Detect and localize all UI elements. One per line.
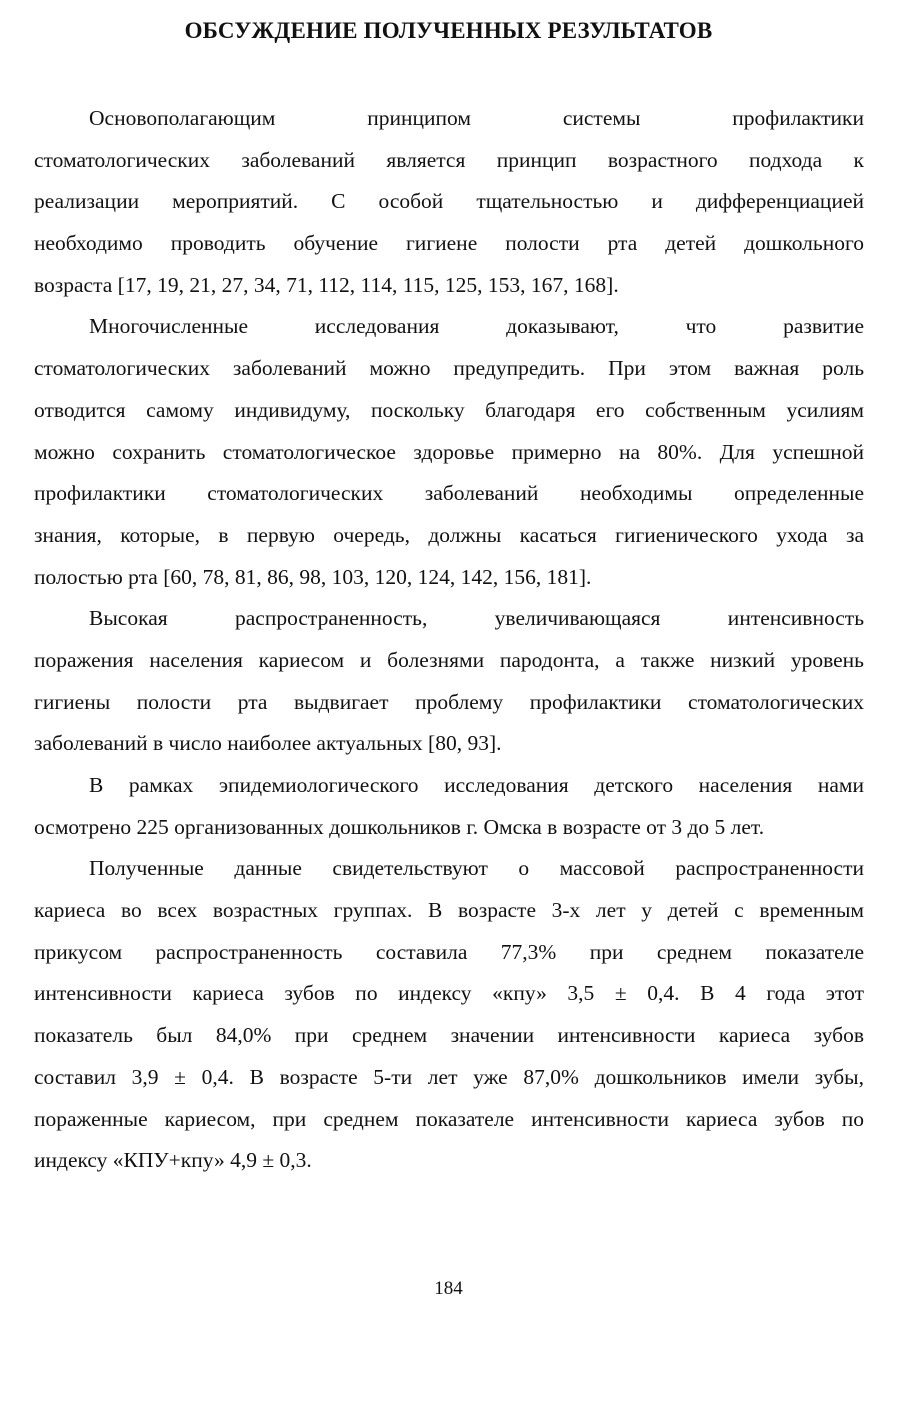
- paragraph-2: [34, 306, 864, 598]
- text-line: реализации мероприятий. С особой тщательностью и дифференциацией: [34, 189, 864, 214]
- text-line: профилактики стоматологических заболеваний необходимы определенные: [34, 481, 864, 506]
- text-line: стоматологических заболеваний является принцип возрастного подхода к: [34, 147, 864, 172]
- page-number: 184: [434, 1278, 463, 1299]
- text-line: интенсивности кариеса зубов по индексу «кпу» 3,5 ± 0,4. В 4 года этот: [34, 981, 864, 1006]
- text-line: составил 3,9 ± 0,4. В возрасте 5-ти лет уже 87,0% дошкольников имели зубы,: [34, 1064, 864, 1089]
- text-line: отводится самому индивидуму, поскольку благодаря его собственным усилиям: [34, 397, 864, 422]
- text-line: знания, которые, в первую очередь, должны касаться гигиенического ухода за: [34, 522, 864, 547]
- text-line: заболеваний в число наиболее актуальных [80, 93].: [34, 731, 502, 756]
- paragraph-5: [34, 848, 864, 1182]
- paragraph-3: [34, 598, 864, 765]
- text-line: прикусом распространенность составила 77,3% при среднем показателе: [34, 939, 864, 964]
- text-line: необходимо проводить обучение гигиене полости рта детей дошкольного: [34, 231, 864, 256]
- text-line: стоматологических заболеваний можно предупредить. При этом важная роль: [34, 356, 864, 381]
- text-line: Высокая распространенность, увеличивающаяся интенсивность: [89, 606, 864, 631]
- text-line: показатель был 84,0% при среднем значении интенсивности кариеса зубов: [34, 1023, 864, 1048]
- text-line: осмотрено 225 организованных дошкольников г. Омска в возрасте от 3 до 5 лет.: [34, 814, 765, 839]
- text-line: Полученные данные свидетельствуют о массовой распространенности: [89, 856, 864, 881]
- text-line: пораженные кариесом, при среднем показателе интенсивности кариеса зубов по: [34, 1106, 864, 1131]
- text-line: поражения населения кариесом и болезнями пародонта, а также низкий уровень: [34, 647, 864, 672]
- text-line: возраста [17, 19, 21, 27, 34, 71, 112, 114, 115, 125, 153, 167, 168].: [34, 272, 619, 297]
- text-line: Многочисленные исследования доказывают, что развитие: [89, 314, 864, 339]
- body-text: [34, 98, 864, 1182]
- text-line: индексу «КПУ+кпу» 4,9 ± 0,3.: [34, 1148, 312, 1173]
- text-line: Основополагающим принципом системы профилактики: [89, 106, 864, 130]
- text-line: гигиены полости рта выдвигает проблему профилактики стоматологических: [34, 689, 864, 714]
- text-line: можно сохранить стоматологическое здоровье примерно на 80%. Для успешной: [34, 439, 864, 464]
- text-line: В рамках эпидемиологического исследования детского населения нами: [89, 773, 864, 797]
- text-line: кариеса во всех возрастных группах. В возрасте 3-х лет у детей с временным: [34, 898, 864, 923]
- section-title: ОБСУЖДЕНИЕ ПОЛУЧЕННЫХ РЕЗУЛЬТАТОВ: [184, 18, 713, 43]
- paragraph-1: [34, 98, 864, 306]
- text-line: полостью рта [60, 78, 81, 86, 98, 103, 120, 124, 142, 156, 181].: [34, 564, 592, 589]
- paragraph-4: [34, 765, 864, 848]
